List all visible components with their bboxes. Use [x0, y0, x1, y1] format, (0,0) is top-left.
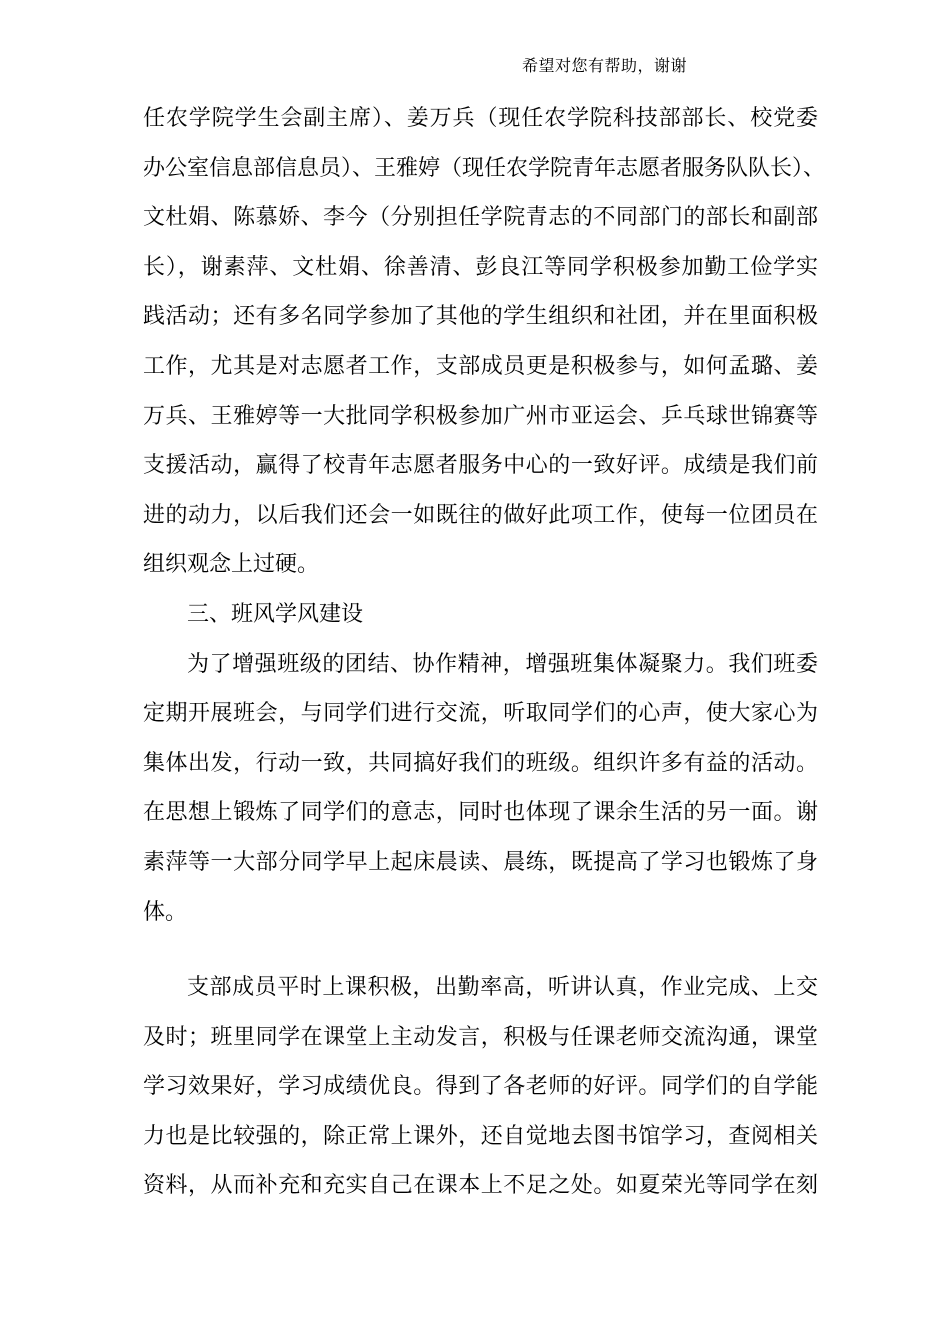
text-line: 任农学院学生会副主席）、姜万兵（现任农学院科技部部长、校党委 — [143, 106, 818, 131]
text-line: 进的动力，以后我们还会一如既往的做好此项工作，使每一位团员在 — [143, 502, 818, 528]
text-line: 及时；班里同学在课堂上主动发言，积极与任课老师交流沟通，课堂 — [143, 1024, 818, 1050]
document-body — [143, 94, 826, 1211]
section-heading: 三、班风学风建设 — [187, 601, 364, 627]
text-line: 力也是比较强的，除正常上课外，还自觉地去图书馆学习，查阅相关 — [143, 1123, 818, 1149]
text-line: 文杜娟、陈慕娇、李今（分别担任学院青志的不同部门的部长和副部 — [143, 205, 818, 231]
text-line: 践活动；还有多名同学参加了其他的学生组织和社团，并在里面积极 — [143, 304, 818, 330]
text-line: 支部成员平时上课积极，出勤率高，听讲认真，作业完成、上交 — [187, 975, 818, 1001]
paragraph-spacer — [143, 937, 818, 963]
text-line: 办公室信息部信息员）、王雅婷（现任农学院青年志愿者服务队队长）、 — [143, 155, 826, 181]
text-line: 体。 — [143, 899, 188, 925]
text-line: 集体出发，行动一致，共同搞好我们的班级。组织许多有益的活动。 — [143, 750, 818, 776]
text-line: 支援活动，赢得了校青年志愿者服务中心的一致好评。成绩是我们前 — [143, 453, 818, 479]
paragraph — [143, 963, 818, 1211]
text-line: 工作，尤其是对志愿者工作，支部成员更是积极参与，如何孟璐、姜 — [143, 353, 818, 379]
text-line: 万兵、王雅婷等一大批同学积极参加广州市亚运会、乒乓球世锦赛等 — [143, 403, 818, 429]
paragraph — [143, 94, 826, 590]
text-line: 资料，从而补充和充实自己在课本上不足之处。如夏荣光等同学在刻 — [143, 1173, 818, 1199]
text-line: 在思想上锻炼了同学们的意志，同时也体现了课余生活的另一面。谢 — [143, 800, 818, 826]
page-header-note: 希望对您有帮助，谢谢 — [522, 56, 688, 75]
text-line: 学习效果好，学习成绩优良。得到了各老师的好评。同学们的自学能 — [143, 1074, 818, 1100]
text-line: 定期开展班会，与同学们进行交流，听取同学们的心声，使大家心为 — [143, 701, 818, 727]
text-line: 组织观念上过硬。 — [143, 552, 320, 578]
text-line: 为了增强班级的团结、协作精神，增强班集体凝聚力。我们班委 — [187, 651, 818, 677]
text-line: 长），谢素萍、文杜娟、徐善清、彭良江等同学积极参加勤工俭学实 — [143, 254, 818, 280]
paragraph — [143, 640, 818, 938]
text-line: 素萍等一大部分同学早上起床晨读、晨练，既提高了学习也锻炼了身 — [143, 849, 818, 875]
